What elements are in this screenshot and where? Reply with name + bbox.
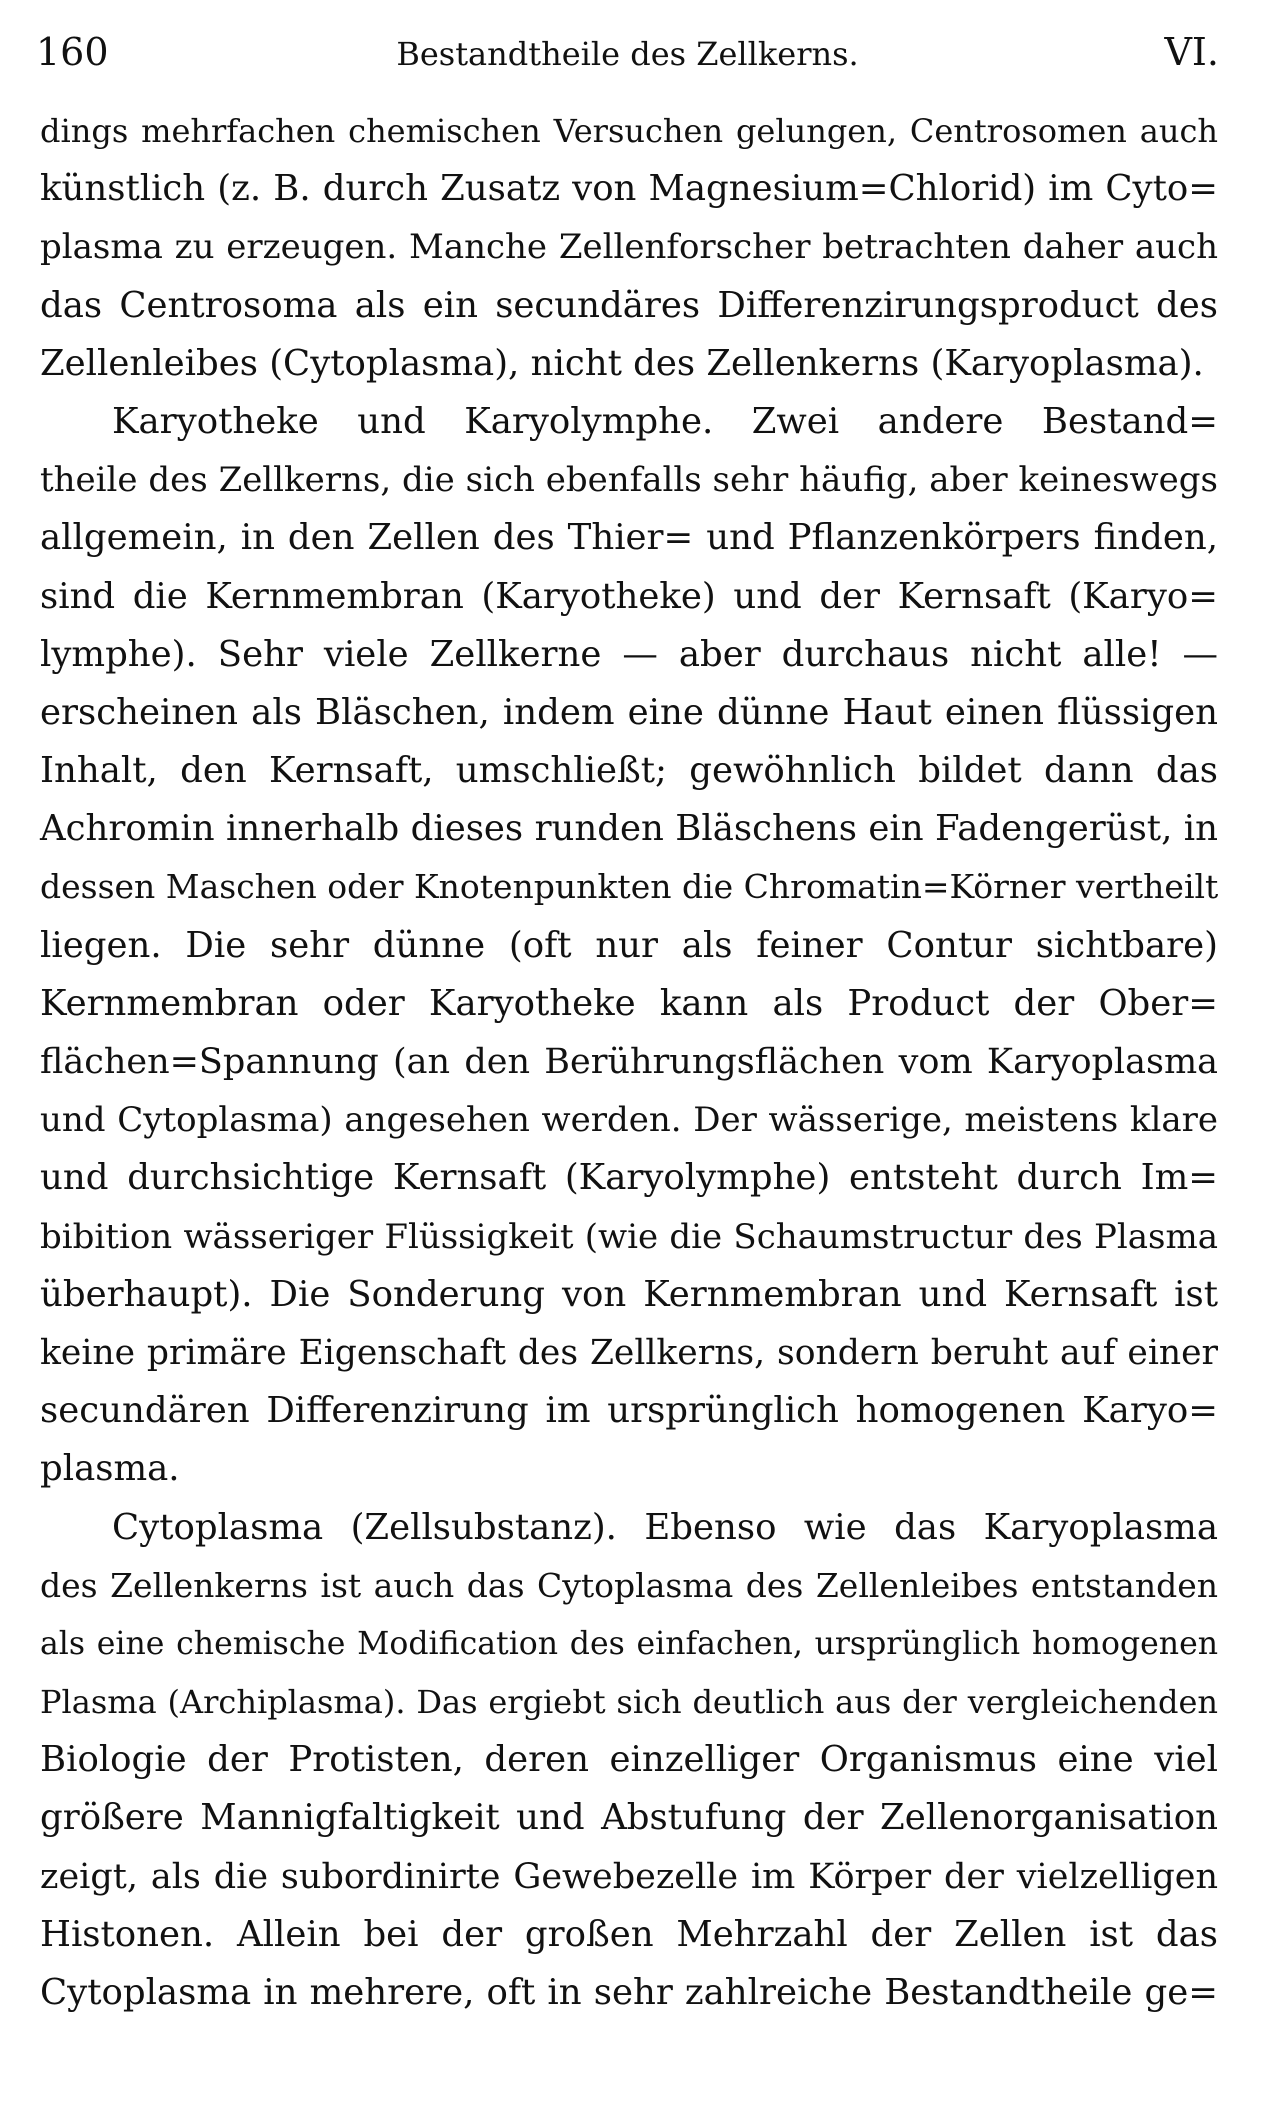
text-line: liegen. Die sehr dünne (oft nur als feiner Contur sichtbare): [40, 924, 1218, 966]
page-header: [36, 22, 1219, 84]
text-line: Karyotheke und Karyolymphe. Zwei andere Bestand=: [112, 400, 1218, 442]
text-line: flächen=Spannung (an den Berührungsflächen vom Karyoplasma: [40, 1042, 1218, 1082]
text-line: theile des Zellkerns, die sich ebenfalls sehr häufig, aber keineswegs: [40, 460, 1218, 501]
text-line: secundären Differenzirung im ursprünglich homogenen Karyo=: [40, 1390, 1218, 1432]
text-line: als eine chemische Modification des einfachen, ursprünglich homogenen: [40, 1625, 1218, 1662]
text-line: Kernmembran oder Karyotheke kann als Product der Ober=: [40, 982, 1218, 1024]
text-line: Plasma (Archiplasma). Das ergiebt sich deutlich aus der vergleichenden: [40, 1683, 1218, 1722]
text-line: künstlich (z. B. durch Zusatz von Magnesium=Chlorid) im Cyto=: [40, 168, 1218, 210]
text-line: dessen Maschen oder Knotenpunkten die Chromatin=Körner vertheilt: [40, 867, 1219, 907]
text-line: bibition wässeriger Flüssigkeit (wie die Schaumstructur des Plasma: [40, 1216, 1218, 1257]
text-line: sind die Kernmembran (Karyotheke) und der Kernsaft (Karyo=: [40, 575, 1218, 617]
text-line: lymphe). Sehr viele Zellkerne — aber durchaus nicht alle! —: [40, 633, 1218, 675]
running-title: Bestandtheile des Zellkerns.: [396, 35, 859, 73]
body-text: [40, 102, 1218, 2022]
text-line: zeigt, als die subordinirte Gewebezelle im Körper der vielzelligen: [40, 1856, 1218, 1897]
text-line: keine primäre Eigenschaft des Zellkerns, sondern beruht auf einer: [40, 1332, 1218, 1373]
text-line: Biologie der Protisten, deren einzelliger Organismus eine viel: [40, 1739, 1218, 1781]
text-line: größere Mannigfaltigkeit und Abstufung der Zellenorganisation: [40, 1797, 1218, 1839]
text-line: Achromin innerhalb dieses runden Bläschens ein Fadengerüst, in: [40, 808, 1218, 850]
text-line: Inhalt, den Kernsaft, umschließt; gewöhnlich bildet dann das: [40, 750, 1218, 792]
text-line: plasma.: [40, 1448, 180, 1490]
text-line: und durchsichtige Kernsaft (Karyolymphe) entsteht durch Im=: [40, 1157, 1218, 1199]
text-line: plasma zu erzeugen. Manche Zellenforscher betrachten daher auch: [40, 227, 1218, 268]
text-line: erscheinen als Bläschen, indem eine dünne Haut einen flüssigen: [40, 691, 1218, 733]
text-line: das Centrosoma als ein secundäres Differenzirungsproduct des: [40, 284, 1218, 326]
text-line: allgemein, in den Zellen des Thier= und Pflanzenkörpers finden,: [40, 517, 1218, 559]
text-line: dings mehrfachen chemischen Versuchen gelungen, Centrosomen auch: [40, 112, 1218, 150]
text-line: Histonen. Allein bei der großen Mehrzahl der Zellen ist das: [40, 1913, 1218, 1955]
text-line: Cytoplasma in mehrere, oft in sehr zahlreiche Bestandtheile ge=: [40, 1972, 1218, 2013]
text-line: des Zellenkerns ist auch das Cytoplasma des Zellenleibes entstanden: [40, 1565, 1218, 1605]
text-line: und Cytoplasma) angesehen werden. Der wässerige, meistens klare: [40, 1100, 1218, 1141]
text-line: Cytoplasma (Zellsubstanz). Ebenso wie das Karyoplasma: [112, 1506, 1218, 1548]
chapter-number: VI.: [1164, 30, 1219, 74]
page-number: 160: [36, 30, 109, 74]
text-line: Zellenleibes (Cytoplasma), nicht des Zellenkerns (Karyoplasma).: [40, 342, 1204, 384]
text-line: überhaupt). Die Sonderung von Kernmembran und Kernsaft ist: [40, 1273, 1218, 1315]
